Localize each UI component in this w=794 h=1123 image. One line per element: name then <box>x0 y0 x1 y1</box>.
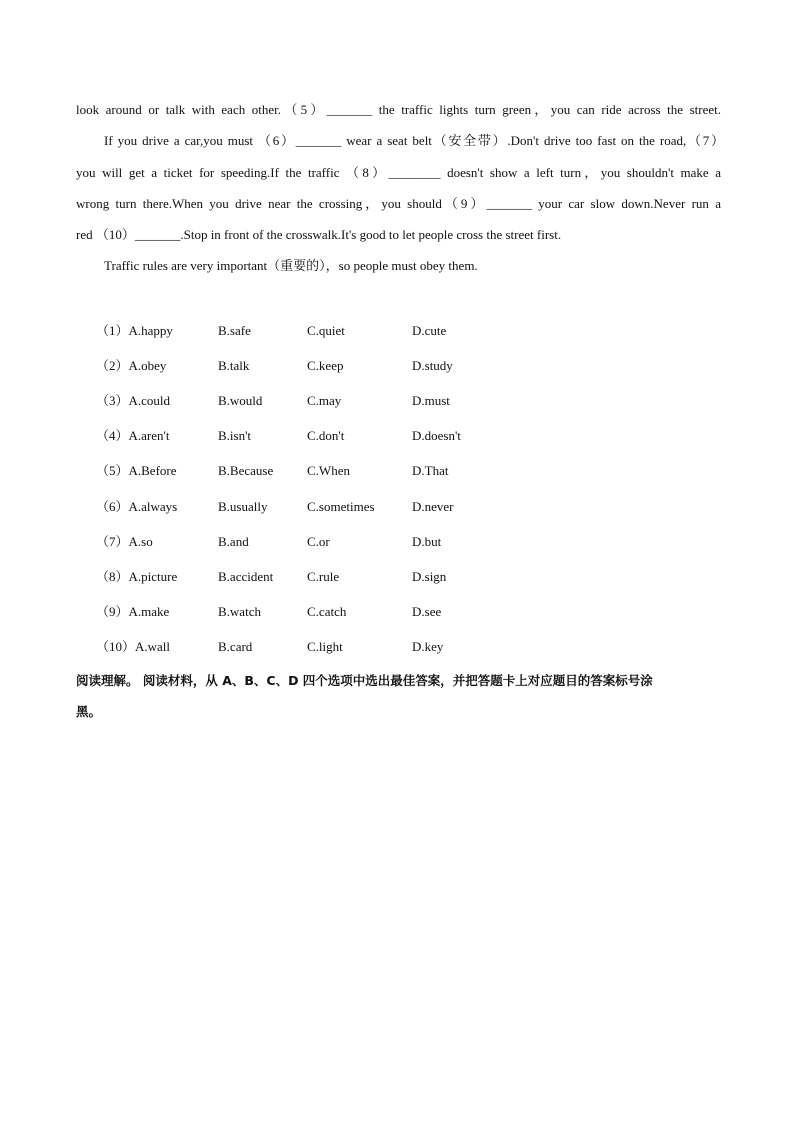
option-a: （7）A.so <box>96 534 153 549</box>
option-b: B.Because <box>218 463 274 478</box>
passage-line-1: look around or talk with each other.（5）_______ the traffic lights turn green，you can ride across the street. <box>76 102 721 117</box>
option-d: D.doesn't <box>412 428 461 443</box>
passage-line-3: you will get a ticket for speeding.If the traffic （8）________ doesn't show a left turn，you shouldn't make a <box>76 165 721 180</box>
option-c: C.or <box>307 534 330 549</box>
option-a: （10）A.wall <box>96 639 171 654</box>
option-c: C.keep <box>307 358 344 373</box>
option-c: C.quiet <box>307 323 345 338</box>
option-d: D.must <box>412 393 450 408</box>
section-instruction-line-1: 阅读理解。 阅读材料，从 A、B、C、D 四个选项中选出最佳答案，并把答题卡上对应题目的答案标号涂 <box>76 673 653 688</box>
option-a: （2）A.obey <box>96 358 167 373</box>
option-b: B.safe <box>218 323 251 338</box>
option-c: C.When <box>307 463 350 478</box>
option-b: B.watch <box>218 604 261 619</box>
option-b: B.usually <box>218 499 268 514</box>
option-d: D.sign <box>412 569 447 584</box>
passage-line-4: wrong turn there.When you drive near the crossing，you should（9）_______ your car slow down.Never run a <box>76 196 721 211</box>
option-b: B.accident <box>218 569 274 584</box>
option-c: C.sometimes <box>307 499 375 514</box>
option-c: C.rule <box>307 569 340 584</box>
option-a: （3）A.could <box>96 393 171 408</box>
option-d: D.but <box>412 534 442 549</box>
option-b: B.isn't <box>218 428 252 443</box>
option-a: （4）A.aren't <box>96 428 170 443</box>
option-a: （8）A.picture <box>96 569 178 584</box>
passage-line-6: Traffic rules are very important（重要的），so people must obey them. <box>104 258 478 273</box>
option-d: D.key <box>412 639 444 654</box>
option-a: （9）A.make <box>96 604 170 619</box>
option-c: C.catch <box>307 604 347 619</box>
option-c: C.don't <box>307 428 345 443</box>
option-c: C.may <box>307 393 342 408</box>
option-b: B.and <box>218 534 249 549</box>
option-b: B.would <box>218 393 263 408</box>
option-d: D.cute <box>412 323 447 338</box>
passage-line-5: red （10）_______.Stop in front of the crosswalk.It's good to let people cross the street first. <box>76 227 562 242</box>
section-instruction-line-2: 黑。 <box>76 704 102 719</box>
option-b: B.card <box>218 639 253 654</box>
option-a: （1）A.happy <box>96 323 173 338</box>
option-a: （6）A.always <box>96 499 178 514</box>
option-d: D.study <box>412 358 453 373</box>
option-b: B.talk <box>218 358 250 373</box>
option-d: D.That <box>412 463 449 478</box>
option-c: C.light <box>307 639 343 654</box>
passage-line-2: If you drive a car,you must （6）_______ wear a seat belt（安全带）.Don't drive too fast on the road,（7） <box>104 133 724 148</box>
option-d: D.never <box>412 499 454 514</box>
option-a: （5）A.Before <box>96 463 177 478</box>
option-d: D.see <box>412 604 442 619</box>
